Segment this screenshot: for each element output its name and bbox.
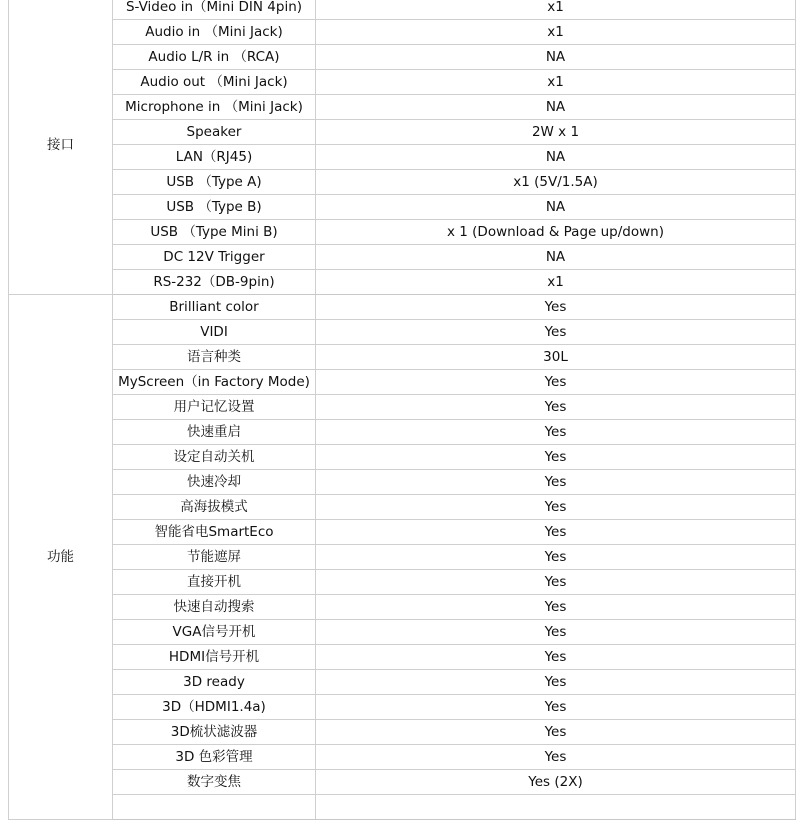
spec-value-cell: [316, 795, 796, 820]
spec-label-cell: VIDI: [113, 320, 316, 345]
spec-table-body: [9, 0, 796, 820]
spec-label-cell: DC 12V Trigger: [113, 245, 316, 270]
spec-label-cell: LAN（RJ45): [113, 145, 316, 170]
spec-value-cell: Yes: [316, 395, 796, 420]
spec-value-cell: NA: [316, 95, 796, 120]
spec-value-cell: NA: [316, 195, 796, 220]
spec-label-cell: 快速冷却: [113, 470, 316, 495]
spec-label-cell: RS-232（DB-9pin): [113, 270, 316, 295]
spec-row: [9, 695, 796, 720]
spec-row: [9, 620, 796, 645]
spec-value-cell: 2W x 1: [316, 120, 796, 145]
spec-label-cell: Microphone in （Mini Jack): [113, 95, 316, 120]
spec-row: [9, 770, 796, 795]
spec-row: [9, 370, 796, 395]
spec-row: [9, 520, 796, 545]
spec-value-cell: Yes: [316, 570, 796, 595]
spec-label-cell: 3D（HDMI1.4a): [113, 695, 316, 720]
spec-row: [9, 395, 796, 420]
spec-label-cell: USB （Type B): [113, 195, 316, 220]
spec-row: [9, 420, 796, 445]
spec-label-cell: 3D梳状滤波器: [113, 720, 316, 745]
spec-row: [9, 595, 796, 620]
spec-value-cell: x1: [316, 20, 796, 45]
spec-label-cell: 直接开机: [113, 570, 316, 595]
spec-value-cell: Yes: [316, 545, 796, 570]
spec-value-cell: Yes: [316, 695, 796, 720]
spec-label-cell: HDMI信号开机: [113, 645, 316, 670]
spec-label-cell: 3D 色彩管理: [113, 745, 316, 770]
spec-value-cell: Yes: [316, 295, 796, 320]
spec-value-cell: Yes: [316, 520, 796, 545]
spec-value-cell: Yes: [316, 645, 796, 670]
spec-row: [9, 220, 796, 245]
spec-value-cell: Yes: [316, 620, 796, 645]
spec-row: [9, 0, 796, 20]
spec-value-cell: x1: [316, 70, 796, 95]
spec-row: [9, 170, 796, 195]
spec-value-cell: NA: [316, 145, 796, 170]
spec-label-cell: 数字变焦: [113, 770, 316, 795]
spec-row: [9, 270, 796, 295]
spec-row: [9, 470, 796, 495]
spec-row: [9, 545, 796, 570]
spec-row: [9, 20, 796, 45]
spec-value-cell: Yes: [316, 595, 796, 620]
spec-label-cell: USB （Type A): [113, 170, 316, 195]
spec-value-cell: x 1 (Download & Page up/down): [316, 220, 796, 245]
spec-label-cell: [113, 795, 316, 820]
spec-value-cell: Yes: [316, 420, 796, 445]
spec-row: [9, 320, 796, 345]
spec-label-cell: 3D ready: [113, 670, 316, 695]
spec-label-cell: 快速自动搜索: [113, 595, 316, 620]
spec-label-cell: S-Video in（Mini DIN 4pin): [113, 0, 316, 20]
spec-value-cell: x1: [316, 0, 796, 20]
spec-value-cell: NA: [316, 245, 796, 270]
spec-value-cell: NA: [316, 45, 796, 70]
spec-label-cell: MyScreen（in Factory Mode): [113, 370, 316, 395]
spec-row: [9, 570, 796, 595]
spec-label-cell: Speaker: [113, 120, 316, 145]
spec-row: [9, 720, 796, 745]
spec-label-cell: 设定自动关机: [113, 445, 316, 470]
spec-label-cell: 用户记忆设置: [113, 395, 316, 420]
spec-row: [9, 345, 796, 370]
spec-row: [9, 670, 796, 695]
spec-label-cell: VGA信号开机: [113, 620, 316, 645]
spec-label-cell: 高海拔模式: [113, 495, 316, 520]
spec-label-cell: Audio out （Mini Jack): [113, 70, 316, 95]
spec-row: [9, 795, 796, 820]
spec-value-cell: Yes: [316, 320, 796, 345]
spec-value-cell: 30L: [316, 345, 796, 370]
spec-label-cell: Audio L/R in （RCA): [113, 45, 316, 70]
spec-value-cell: Yes: [316, 670, 796, 695]
spec-row: [9, 95, 796, 120]
spec-value-cell: Yes (2X): [316, 770, 796, 795]
spec-value-cell: x1 (5V/1.5A): [316, 170, 796, 195]
category-cell: 功能: [9, 295, 113, 820]
spec-row: [9, 445, 796, 470]
spec-value-cell: Yes: [316, 370, 796, 395]
spec-label-cell: 智能省电SmartEco: [113, 520, 316, 545]
spec-row: [9, 70, 796, 95]
spec-row: [9, 295, 796, 320]
spec-label-cell: Brilliant color: [113, 295, 316, 320]
category-cell: 接口: [9, 0, 113, 295]
spec-label-cell: 语言种类: [113, 345, 316, 370]
spec-row: [9, 195, 796, 220]
spec-value-cell: Yes: [316, 720, 796, 745]
spec-row: [9, 120, 796, 145]
spec-label-cell: 节能遮屏: [113, 545, 316, 570]
spec-label-cell: 快速重启: [113, 420, 316, 445]
spec-row: [9, 45, 796, 70]
spec-value-cell: Yes: [316, 495, 796, 520]
spec-table: [8, 0, 796, 820]
spec-value-cell: x1: [316, 270, 796, 295]
spec-row: [9, 645, 796, 670]
spec-row: [9, 745, 796, 770]
spec-value-cell: Yes: [316, 470, 796, 495]
spec-row: [9, 495, 796, 520]
spec-label-cell: Audio in （Mini Jack): [113, 20, 316, 45]
spec-row: [9, 145, 796, 170]
spec-value-cell: Yes: [316, 445, 796, 470]
spec-value-cell: Yes: [316, 745, 796, 770]
spec-row: [9, 245, 796, 270]
spec-label-cell: USB （Type Mini B): [113, 220, 316, 245]
